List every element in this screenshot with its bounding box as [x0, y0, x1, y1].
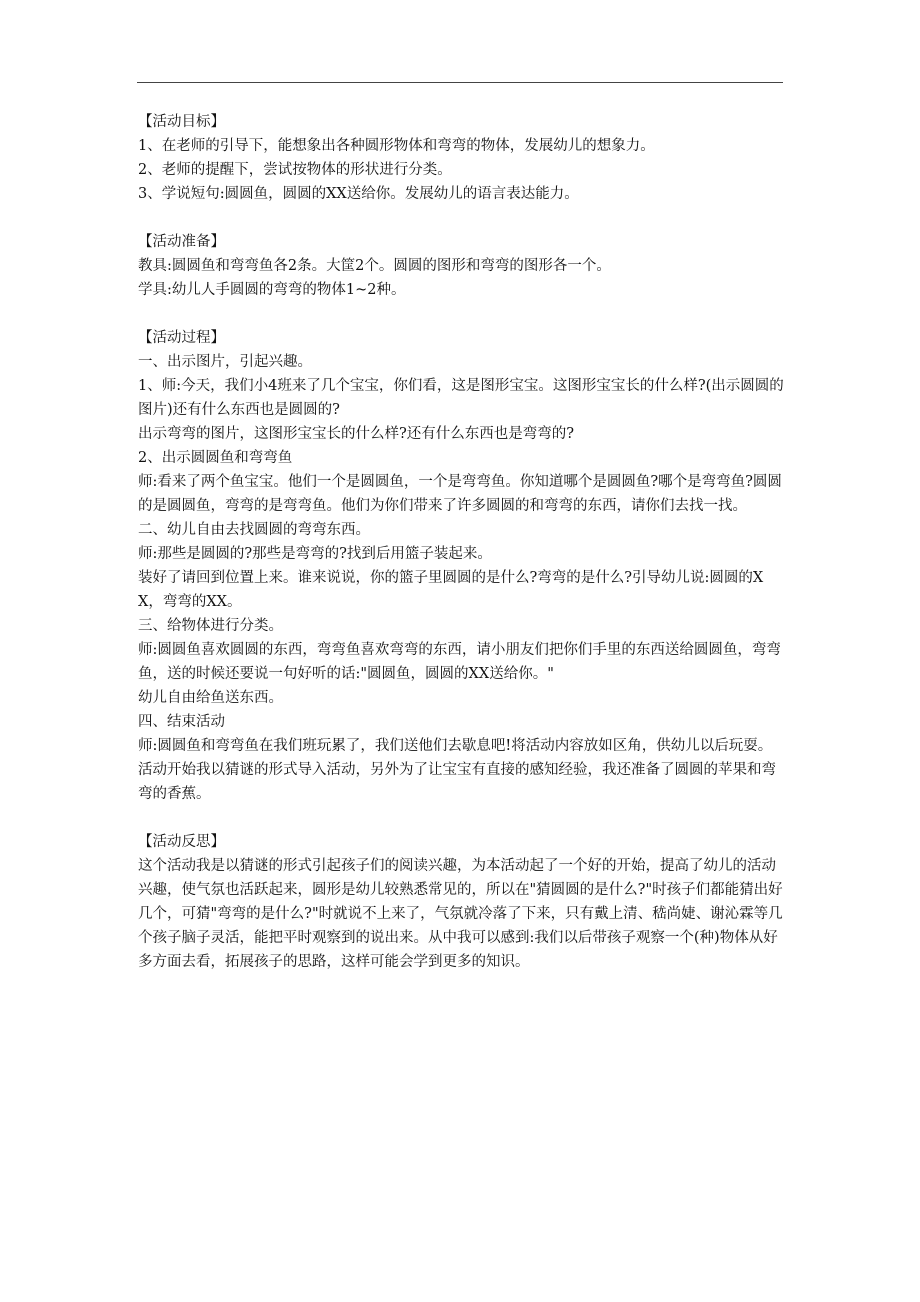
process-line: 师:那些是圆圆的?那些是弯弯的?找到后用篮子装起来。 — [138, 546, 492, 562]
process-line: 1、师:今天，我们小4班来了几个宝宝，你们看，这是图形宝宝。这图形宝宝长的什么样?(出示圆圆的图片)还有什么东西也是圆圆的? — [138, 378, 784, 418]
header-rule — [137, 82, 783, 83]
goal-item: 2、老师的提醒下，尝试按物体的形状进行分类。 — [138, 162, 452, 178]
process-line: 活动开始我以猜谜的形式导入活动，另外为了让宝宝有直接的感知经验，我还准备了圆圆的苹果和弯弯的香蕉。 — [138, 762, 776, 802]
section-gap — [138, 806, 788, 830]
process-line: 幼儿自由给鱼送东西。 — [138, 690, 283, 706]
section-process — [138, 326, 788, 806]
process-line: 四、结束活动 — [138, 714, 225, 730]
section-preparation — [138, 230, 788, 302]
goal-item: 3、学说短句:圆圆鱼，圆圆的XX送给你。发展幼儿的语言表达能力。 — [138, 186, 579, 202]
process-line: 一、出示图片，引起兴趣。 — [138, 354, 312, 370]
process-line: 师:看来了两个鱼宝宝。他们一个是圆圆鱼，一个是弯弯鱼。你知道哪个是圆圆鱼?哪个是弯弯鱼?圆圆的是圆圆鱼，弯弯的是弯弯鱼。他们为你们带来了许多圆圆的和弯弯的东西，请你们去找一找。 — [138, 474, 782, 514]
process-line: 2、出示圆圆鱼和弯弯鱼 — [138, 450, 293, 466]
process-line: 师:圆圆鱼和弯弯鱼在我们班玩累了，我们送他们去歇息吧!将活动内容放如区角，供幼儿以后玩耍。 — [138, 738, 773, 754]
document-body — [138, 110, 788, 974]
process-line: 师:圆圆鱼喜欢圆圆的东西，弯弯鱼喜欢弯弯的东西，请小朋友们把你们手里的东西送给圆圆鱼，弯弯鱼，送的时候还要说一句好听的话:"圆圆鱼，圆圆的XX送给你。" — [138, 642, 781, 682]
process-line: 三、给物体进行分类。 — [138, 618, 283, 634]
process-line: 装好了请回到位置上来。谁来说说，你的篮子里圆圆的是什么?弯弯的是什么?引导幼儿说:圆圆的XX，弯弯的XX。 — [138, 570, 764, 610]
process-line: 出示弯弯的图片，这图形宝宝长的什么样?还有什么东西也是弯弯的? — [138, 426, 575, 442]
section-heading-reflection: 【活动反思】 — [138, 834, 225, 850]
section-heading-process: 【活动过程】 — [138, 330, 225, 346]
preparation-item: 学具:幼儿人手圆圆的弯弯的物体1~2种。 — [138, 282, 406, 298]
process-line: 二、幼儿自由去找圆圆的弯弯东西。 — [138, 522, 370, 538]
section-heading-goals: 【活动目标】 — [138, 114, 225, 130]
section-gap — [138, 302, 788, 326]
section-heading-preparation: 【活动准备】 — [138, 234, 225, 250]
goal-item: 1、在老师的引导下，能想象出各种圆形物体和弯弯的物体，发展幼儿的想象力。 — [138, 138, 655, 154]
section-gap — [138, 206, 788, 230]
section-reflection — [138, 830, 788, 974]
reflection-paragraph: 这个活动我是以猜谜的形式引起孩子们的阅读兴趣，为本活动起了一个好的开始，提高了幼儿的活动兴趣，使气氛也活跃起来，圆形是幼儿较熟悉常见的，所以在"猜圆圆的是什么?"时孩子们都能猜出好几个，可猜"弯弯的是什么?"时就说不上来了，气氛就冷落了下来，只有戴上清、嵇尚婕、谢沁霖等几个孩子脑子灵活，能把平时观察到的说出来。从中我可以感到:我们以后带孩子观察一个(种)物体从好多方面去看，拓展孩子的思路，这样可能会学到更多的知识。 — [138, 858, 783, 970]
preparation-item: 教具:圆圆鱼和弯弯鱼各2条。大筐2个。圆圆的图形和弯弯的图形各一个。 — [138, 258, 611, 274]
section-goals — [138, 110, 788, 206]
